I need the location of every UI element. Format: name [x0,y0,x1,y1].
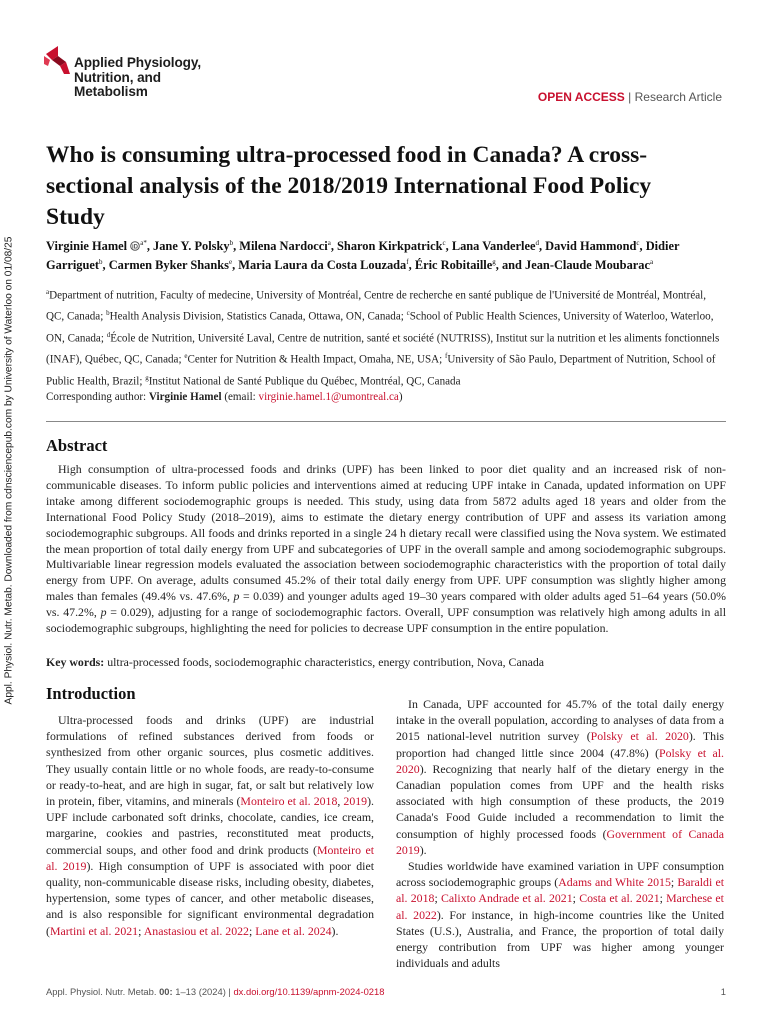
body-text: ). High consumption of UPF is associated with poor diet quality, non-communicable disease risks, including obesity, diabetes, hypertension, some types of cancer, and other metabolic diseases, and is also responsible for significant environmental degradation ( [46,858,374,938]
citation-separator: ; [248,923,256,938]
citation-separator: ; [659,891,667,906]
email-suffix: ) [398,391,403,403]
svg-text:iD: iD [132,244,139,251]
body-column-right [396,696,724,971]
author-name[interactable]: Didier Garriguet [46,239,680,273]
citation-link[interactable]: Adams and White 2015 [558,875,671,890]
citation-separator: , [337,794,344,809]
abstract-heading: Abstract [46,436,108,455]
affil-mark: c [406,309,410,318]
citation-separator: ; [138,923,144,938]
body-text: ). Recognizing that nearly half of the dietary energy in the Canadian population comes from UPF and the health risks associated with high consumption of these products, the 2019 Canada's Food Guide included a recommendation to limit the consumption of highly processed foods ( [396,761,724,841]
affil-mark: e [184,352,188,361]
journal-logo[interactable] [44,44,201,100]
section-divider [46,421,726,422]
citation-link[interactable]: Baraldi et al. 2018 [396,875,724,906]
author-affil-mark: c [636,239,640,247]
citation-link[interactable]: Lane et al. 2024 [255,923,332,938]
p-symbol: p [100,605,107,620]
paragraph [46,712,374,939]
affiliation: Health Analysis Division, Statistics Canada, Ottawa, ON, Canada; [109,311,404,324]
author-name[interactable]: Éric Robitaille [414,258,493,273]
affiliation: Department of nutrition, Faculty of medecine, University of Montréal, Centre de recherche en santé publique de l'Université de Montréal, Montréal, QC, Canada; [46,289,707,324]
citation-link[interactable]: Polsky et al. 2020 [396,745,724,776]
journal-name [74,56,201,100]
journal-logo-mark-icon [44,46,72,76]
abstract-text [46,462,726,637]
author-name[interactable]: Sharon Kirkpatrick [337,239,443,254]
author-name[interactable]: Carmen Byker Shanks [108,258,229,273]
paragraph [396,696,724,858]
download-stamp-text: Appl. Physiol. Nutr. Metab. Downloaded from cdnsciencepub.com by University of Waterloo on 01/08/25 [3,236,15,704]
introduction-heading: Introduction [46,684,136,703]
email-link[interactable]: virginie.hamel.1@umontreal.ca [258,391,399,403]
keywords [46,655,726,670]
footer-volume: 00: [159,986,173,997]
footer-pages: 1–13 (2024) [175,986,226,997]
abstract-text-part: = 0.029), adjusting for a range of sociodemographic factors. Overall, UPF consumption was relatively high among adults in all sociodemographic subgroups, highlighting the need for policies to decrease UPF consumption in the entire population. [46,605,726,636]
author-affil-mark: g [492,258,496,267]
author-name[interactable]: Milena Nardocci [239,239,328,254]
body-text: ). [331,923,339,938]
corresponding-label: Corresponding author: [46,391,147,403]
body-text: ). For instance, in high-income countries like the United States (U.S.), Australia, and France, the proportion of total daily energy contribution from UPF was higher among younger individuals and adults [396,907,724,971]
body-text: Ultra-processed foods and drinks (UPF) are industrial formulations of refined substances derived from foods or synthesized from other organic sources, plus cosmetic additives. They usually contain little or no whole foods, are ready-to-consume or ready-to-heat, and are high in sugar, fat, or salt but relatively low in protein, fiber, vitamins, and minerals ( [46,713,374,809]
affil-mark: b [106,309,110,318]
citation-link[interactable]: Anastasiou et al. 2022 [143,923,249,938]
body-text: ). This proportion had changed little since 2004 (47.8%) ( [396,729,724,760]
affil-mark: g [145,373,149,382]
corresponding-mark: * [143,239,147,247]
p-symbol: p [233,589,240,604]
corresponding-name: Virginie Hamel [148,391,222,403]
author-affil-mark: d [535,239,539,247]
journal-name-line3: Metabolism [74,84,148,99]
keywords-label: Key words: [46,655,105,669]
journal-name-line1: Applied Physiology, [74,55,202,70]
author-affil-mark: a [327,239,331,247]
author-list: Virginie Hamel iD $^{a*}$, Jane Y. Polsky$^b$, Milena Nardocci$^a$, Sharon Kirkpatrick$^c$, Lana Vanderlee$^d$, David Hammond$^c$, Didier Garriguet$^b$, Carmen Byker Shanks$^e$, Maria Laura da Costa Louzada$^f$, Éric Robitaille$^g$, and Jean-Claude Moubarac$^a$ [46,239,680,273]
author-affil-mark: e [228,258,233,267]
citation-link[interactable]: Martini et al. 2021 [49,923,139,938]
author-name[interactable]: David Hammond [545,239,637,254]
author-name[interactable]: Jane Y. Polsky [153,239,230,254]
orcid-icon[interactable] [130,241,140,251]
page-footer [46,986,726,997]
author-affil-mark: f [406,258,409,267]
download-stamp [2,230,16,710]
author-affil-mark: b [229,239,234,247]
body-text: ). [419,842,427,857]
doi-link[interactable]: dx.doi.org/10.1139/apnm-2024-0218 [233,986,385,997]
paragraph [396,858,724,971]
abstract-text-part: High consumption of ultra-processed foods and drinks (UPF) has been linked to poor diet quality and an increased risk of non-communicable diseases. To inform public policies and interventions aimed at reducing UPF intake in Canada, updated information on UPF intake among different sociodemographic groups is needed. This study, using data from 5872 adults aged 18 years and older from the International Food Policy Study (2018–2019), aims to estimate the dietary energy contribution of UPF and assess its variation among sociodemographic subgroups. All foods and drinks reported in a single 24 h dietary recall were classified using the Nova system. We estimated the mean proportion of total daily energy from UPF and subcategories of UPF in the overall sample and among sociodemographic subgroups. Multivariable linear regression models evaluated the association between sociodemographic characteristics with the proportion of total daily energy from UPF. On average, adults consumed 45.2% of their total daily energy from UPF. UPF consumption was slightly higher among males than females (49.4% vs. 47.6%, [46,462,726,604]
citation-separator: ; [434,891,441,906]
affiliation: School of Public Health Sciences, University of Waterloo, Waterloo, ON, Canada; [46,311,714,345]
author-affil-mark: b [99,258,103,267]
article-title: Who is consuming ultra-processed food in Canada? A cross-sectional analysis of the 2018/2019 International Food Policy Study [46,142,652,230]
affiliation: University of São Paulo, Department of Nutrition, School of Public Health, Brazil; [46,353,716,388]
page-number: 1 [720,986,726,997]
author-name[interactable]: Maria Laura da Costa Louzada [238,258,407,273]
body-text: Studies worldwide have examined variation in UPF consumption across sociodemographic groups ( [396,859,724,890]
citation-link[interactable]: Costa et al. 2021 [579,891,660,906]
author-name[interactable]: Virginie Hamel [46,239,128,254]
author-affil-mark: a [649,258,654,267]
affil-mark: f [445,352,448,361]
body-text: ). UPF include carbonated soft drinks, chocolate, candies, ice cream, margarine, cookies and pastries, reconstituted meat products, commercial soups, and other food and drink products ( [46,794,374,857]
citation-link[interactable]: Monteiro et al. 2018 [240,794,338,809]
affil-mark: d [106,330,111,339]
citation-link[interactable]: Calixto Andrade et al. 2021 [440,891,573,906]
journal-name-line2: Nutrition, and [74,69,161,85]
citation-separator: ; [670,875,678,890]
affiliation: Institut National de Santé Publique du Québec, Montréal, QC, Canada [148,375,461,388]
affil-mark: a [46,288,50,296]
article-type-label: Research Article [634,90,722,104]
citation-link[interactable]: Government of Canada 2019 [396,826,724,857]
author-affil-mark: c [442,239,446,247]
keywords-text: ultra-processed foods, sociodemographic characteristics, energy contribution, Nova, Canada [107,655,545,669]
footer-citation: Appl. Physiol. Nutr. Metab. [46,986,157,997]
abstract-text-part: = 0.039) and younger adults aged 19–30 years compared with older adults aged 51–64 years (50.0% vs. 47.2%, [46,589,726,620]
affiliations [46,284,726,391]
citation-link[interactable]: 2019 [343,794,368,809]
body-column-left [46,712,374,939]
affiliation: École de Nutrition, Université Laval, Centre de nutrition, santé et société (NUTRISS), Institut sur la nutrition et les aliments fonctionnels (INAF), Québec, QC, Canada; [46,332,720,366]
citation-separator: ; [572,891,580,906]
open-access-label[interactable]: OPEN ACCESS [537,90,625,104]
citation-link[interactable]: Polsky et al. 2020 [590,729,689,744]
body-text: In Canada, UPF accounted for 45.7% of the total daily energy intake in the overall population, according to analyses of data from a 2015 national-level nutrition survey ( [396,697,724,744]
article-type [538,90,722,104]
citation-link[interactable]: Monteiro et al. 2019 [46,842,374,873]
citation-link[interactable]: Marchese et al. 2022 [396,891,724,922]
email-prefix: (email: [224,391,256,403]
author-name[interactable]: Lana Vanderlee [451,239,536,254]
footer-separator: | [228,986,231,997]
affiliation: Center for Nutrition & Health Impact, Omaha, NE, USA; [187,353,443,366]
author-affil-mark: a [140,239,144,247]
author-name[interactable]: Jean-Claude Moubarac [525,258,650,273]
article-type-separator: | [628,90,632,104]
corresponding-author [46,391,726,403]
